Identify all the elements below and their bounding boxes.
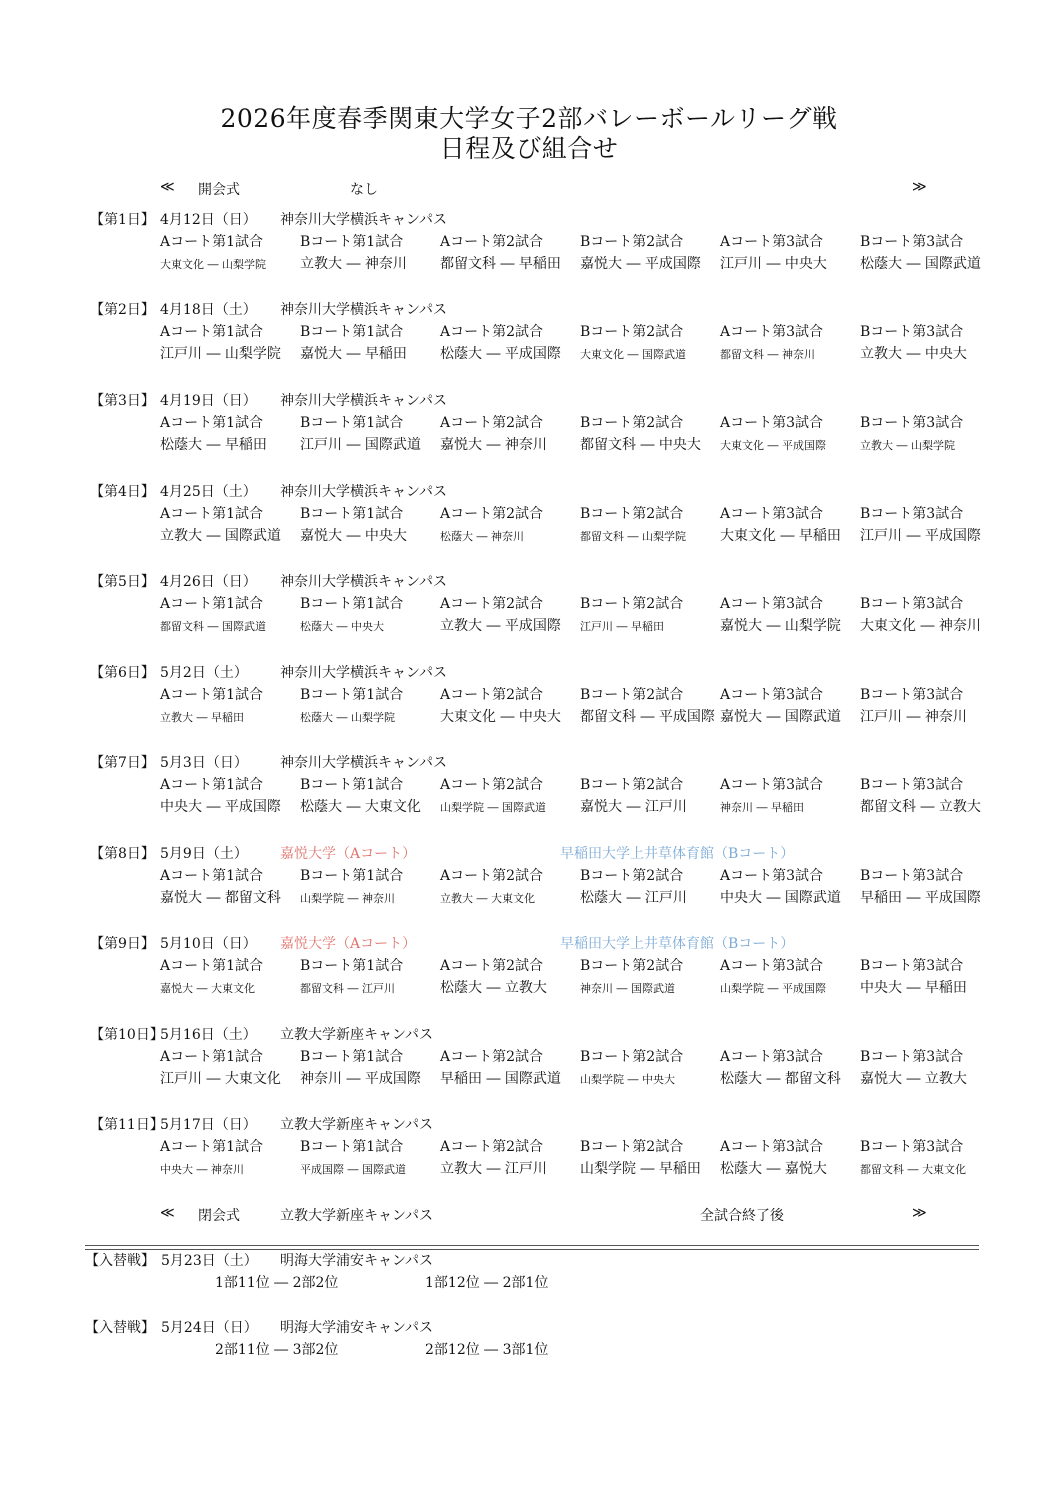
- match-pairing: 山梨学院 ― 早稲田: [580, 1161, 701, 1177]
- day-date: 4月26日（日）: [160, 574, 257, 590]
- match-pairing: 江戸川 ― 平成国際: [860, 528, 981, 544]
- day-venue-b: 早稲田大学上井草体育館（Bコート）: [560, 846, 795, 862]
- match-pairing: 都留文科 ― 江戸川: [300, 982, 395, 995]
- court-label: Bコート第1試合: [300, 777, 404, 793]
- day-venue: 立教大学新座キャンパス: [280, 1117, 434, 1133]
- day-date: 5月10日（日）: [160, 936, 257, 952]
- match-pairing: 松蔭大 ― 早稲田: [160, 437, 267, 453]
- replacement-label: 【入替戦】: [85, 1320, 155, 1336]
- closing-note: 全試合終了後: [700, 1208, 784, 1224]
- schedule-day: [90, 481, 990, 561]
- court-label: Aコート第2試合: [440, 777, 544, 793]
- match-pairing: 嘉悦大 ― 都留文科: [160, 890, 281, 906]
- day-venue: 神奈川大学横浜キャンパス: [280, 302, 448, 318]
- schedule-day: [90, 1024, 990, 1104]
- court-label: Bコート第2試合: [580, 687, 684, 703]
- court-label: Aコート第3試合: [720, 868, 824, 884]
- match-pairing: 平成国際 ― 国際武道: [300, 1163, 406, 1176]
- page-subtitle: 日程及び組合せ: [439, 134, 619, 163]
- match-pairing: 大東文化 ― 国際武道: [580, 348, 686, 361]
- match-pairing: 中央大 ― 神奈川: [160, 1163, 244, 1176]
- day-venue: 神奈川大学横浜キャンパス: [280, 665, 448, 681]
- day-label: 【第8日】: [90, 846, 155, 862]
- match-pairing: 嘉悦大 ― 国際武道: [720, 709, 841, 725]
- opening-ceremony: [160, 179, 930, 201]
- match-pairing: 立教大 ― 神奈川: [300, 256, 407, 272]
- day-venue: 神奈川大学横浜キャンパス: [280, 755, 448, 771]
- court-label: Aコート第3試合: [720, 324, 824, 340]
- day-label: 【第6日】: [90, 665, 155, 681]
- court-label: Bコート第1試合: [300, 596, 404, 612]
- match-pairing: 嘉悦大 ― 中央大: [300, 528, 407, 544]
- court-label: Bコート第3試合: [860, 687, 964, 703]
- match-pairing: 松蔭大 ― 神奈川: [440, 530, 524, 543]
- match-pairing: 都留文科 ― 立教大: [860, 799, 981, 815]
- match-pairing: 松蔭大 ― 山梨学院: [300, 711, 395, 724]
- match-pairing: 嘉悦大 ― 江戸川: [580, 799, 687, 815]
- match-pairing: 立教大 ― 早稲田: [160, 711, 244, 724]
- schedule-day: [90, 1114, 990, 1194]
- match-pairing: 大東文化 ― 早稲田: [720, 528, 841, 544]
- day-label: 【第11日】: [90, 1117, 164, 1133]
- match-pairing: 大東文化 ― 神奈川: [860, 618, 981, 634]
- closing-open-bracket: ≪: [160, 1205, 175, 1221]
- day-date: 5月9日（土）: [160, 846, 248, 862]
- day-label: 【第10日】: [90, 1027, 164, 1043]
- court-label: Aコート第1試合: [160, 1139, 264, 1155]
- match-pairing: 早稲田 ― 国際武道: [440, 1071, 561, 1087]
- court-label: Bコート第1試合: [300, 687, 404, 703]
- day-venue: 神奈川大学横浜キャンパス: [280, 484, 448, 500]
- court-label: Bコート第3試合: [860, 868, 964, 884]
- closing-ceremony: [160, 1205, 930, 1227]
- closing-close-bracket: ≫: [912, 1205, 927, 1221]
- schedule-day: [90, 752, 990, 832]
- day-venue-b: 早稲田大学上井草体育館（Bコート）: [560, 936, 795, 952]
- court-label: Bコート第2試合: [580, 324, 684, 340]
- match-pairing: 立教大 ― 中央大: [860, 346, 967, 362]
- court-label: Aコート第2試合: [440, 687, 544, 703]
- schedule-day: [90, 209, 990, 289]
- court-label: Aコート第2試合: [440, 415, 544, 431]
- replacement-game: 2部11位 ― 3部2位: [215, 1342, 339, 1358]
- schedule-day: [90, 843, 990, 923]
- court-label: Bコート第1試合: [300, 506, 404, 522]
- match-pairing: 江戸川 ― 国際武道: [300, 437, 421, 453]
- court-label: Aコート第3試合: [720, 958, 824, 974]
- court-label: Bコート第2試合: [580, 777, 684, 793]
- match-pairing: 山梨学院 ― 中央大: [580, 1073, 675, 1086]
- court-label: Bコート第1試合: [300, 1049, 404, 1065]
- court-label: Aコート第1試合: [160, 324, 264, 340]
- match-pairing: 江戸川 ― 早稲田: [580, 620, 664, 633]
- schedule-day: [90, 390, 990, 470]
- replacement-game: 2部12位 ― 3部1位: [425, 1342, 549, 1358]
- match-pairing: 神奈川 ― 平成国際: [300, 1071, 421, 1087]
- match-pairing: 中央大 ― 平成国際: [160, 799, 281, 815]
- court-label: Bコート第3試合: [860, 596, 964, 612]
- day-date: 4月19日（日）: [160, 393, 257, 409]
- court-label: Bコート第1試合: [300, 868, 404, 884]
- match-pairing: 立教大 ― 大東文化: [440, 892, 535, 905]
- day-date: 5月16日（土）: [160, 1027, 257, 1043]
- match-pairing: 松蔭大 ― 江戸川: [580, 890, 687, 906]
- match-pairing: 嘉悦大 ― 早稲田: [300, 346, 407, 362]
- court-label: Aコート第3試合: [720, 596, 824, 612]
- court-label: Aコート第3試合: [720, 777, 824, 793]
- match-pairing: 江戸川 ― 神奈川: [860, 709, 967, 725]
- day-label: 【第3日】: [90, 393, 155, 409]
- match-pairing: 都留文科 ― 中央大: [580, 437, 701, 453]
- replacement-venue: 明海大学浦安キャンパス: [280, 1320, 434, 1336]
- court-label: Aコート第3試合: [720, 415, 824, 431]
- court-label: Aコート第1試合: [160, 958, 264, 974]
- day-venue: 立教大学新座キャンパス: [280, 1027, 434, 1043]
- day-label: 【第5日】: [90, 574, 155, 590]
- court-label: Bコート第2試合: [580, 1139, 684, 1155]
- match-pairing: 中央大 ― 国際武道: [720, 890, 841, 906]
- court-label: Aコート第3試合: [720, 506, 824, 522]
- schedule-day: [90, 662, 990, 742]
- replacement-label: 【入替戦】: [85, 1253, 155, 1269]
- day-date: 4月18日（土）: [160, 302, 257, 318]
- court-label: Aコート第3試合: [720, 1049, 824, 1065]
- court-label: Bコート第1試合: [300, 958, 404, 974]
- court-label: Aコート第2試合: [440, 958, 544, 974]
- court-label: Bコート第2試合: [580, 596, 684, 612]
- closing-label: 閉会式: [198, 1208, 240, 1224]
- opening-label: 開会式: [198, 182, 240, 198]
- replacement-date: 5月24日（日）: [161, 1320, 258, 1336]
- schedule-day: [90, 933, 990, 1013]
- match-pairing: 松蔭大 ― 中央大: [300, 620, 384, 633]
- court-label: Bコート第2試合: [580, 868, 684, 884]
- match-pairing: 都留文科 ― 早稲田: [440, 256, 561, 272]
- match-pairing: 都留文科 ― 山梨学院: [580, 530, 686, 543]
- match-pairing: 江戸川 ― 大東文化: [160, 1071, 281, 1087]
- match-pairing: 大東文化 ― 平成国際: [720, 439, 826, 452]
- day-date: 4月12日（日）: [160, 212, 257, 228]
- court-label: Aコート第3試合: [720, 687, 824, 703]
- match-pairing: 嘉悦大 ― 山梨学院: [720, 618, 841, 634]
- court-label: Aコート第1試合: [160, 1049, 264, 1065]
- match-pairing: 山梨学院 ― 神奈川: [300, 892, 395, 905]
- court-label: Bコート第1試合: [300, 1139, 404, 1155]
- match-pairing: 中央大 ― 早稲田: [860, 980, 967, 996]
- court-label: Aコート第2試合: [440, 1049, 544, 1065]
- court-label: Aコート第2試合: [440, 1139, 544, 1155]
- court-label: Bコート第1試合: [300, 234, 404, 250]
- match-pairing: 嘉悦大 ― 大東文化: [160, 982, 255, 995]
- match-pairing: 大東文化 ― 中央大: [440, 709, 561, 725]
- match-pairing: 松蔭大 ― 立教大: [440, 980, 547, 996]
- day-venue: 神奈川大学横浜キャンパス: [280, 212, 448, 228]
- court-label: Bコート第2試合: [580, 1049, 684, 1065]
- court-label: Aコート第3試合: [720, 234, 824, 250]
- court-label: Bコート第1試合: [300, 324, 404, 340]
- match-pairing: 山梨学院 ― 国際武道: [440, 801, 546, 814]
- closing-venue: 立教大学新座キャンパス: [280, 1208, 434, 1224]
- match-pairing: 嘉悦大 ― 立教大: [860, 1071, 967, 1087]
- day-label: 【第7日】: [90, 755, 155, 771]
- opening-venue: なし: [350, 182, 378, 198]
- court-label: Bコート第2試合: [580, 506, 684, 522]
- match-pairing: 江戸川 ― 山梨学院: [160, 346, 281, 362]
- replacement-date: 5月23日（土）: [161, 1253, 258, 1269]
- match-pairing: 江戸川 ― 中央大: [720, 256, 827, 272]
- court-label: Bコート第1試合: [300, 415, 404, 431]
- match-pairing: 都留文科 ― 神奈川: [720, 348, 815, 361]
- day-label: 【第9日】: [90, 936, 155, 952]
- replacement-game: 1部11位 ― 2部2位: [215, 1275, 339, 1291]
- match-pairing: 立教大 ― 平成国際: [440, 618, 561, 634]
- court-label: Bコート第3試合: [860, 506, 964, 522]
- match-pairing: 都留文科 ― 国際武道: [160, 620, 266, 633]
- court-label: Bコート第3試合: [860, 324, 964, 340]
- match-pairing: 嘉悦大 ― 平成国際: [580, 256, 701, 272]
- court-label: Bコート第2試合: [580, 958, 684, 974]
- day-label: 【第4日】: [90, 484, 155, 500]
- day-venue: 嘉悦大学（Aコート）: [280, 846, 417, 862]
- day-venue: 神奈川大学横浜キャンパス: [280, 393, 448, 409]
- match-pairing: 松蔭大 ― 平成国際: [440, 346, 561, 362]
- court-label: Aコート第2試合: [440, 234, 544, 250]
- court-label: Aコート第1試合: [160, 868, 264, 884]
- match-pairing: 松蔭大 ― 嘉悦大: [720, 1161, 827, 1177]
- court-label: Aコート第2試合: [440, 868, 544, 884]
- match-pairing: 都留文科 ― 平成国際: [580, 709, 715, 725]
- court-label: Bコート第2試合: [580, 415, 684, 431]
- day-date: 5月3日（日）: [160, 755, 248, 771]
- page-title: 2026年度春季関東大学女子2部バレーボールリーグ戦: [220, 104, 838, 133]
- match-pairing: 松蔭大 ― 大東文化: [300, 799, 421, 815]
- replacement-match-1: [85, 1250, 985, 1300]
- court-label: Bコート第2試合: [580, 234, 684, 250]
- court-label: Bコート第3試合: [860, 415, 964, 431]
- replacement-game: 1部12位 ― 2部1位: [425, 1275, 549, 1291]
- replacement-match-2: [85, 1317, 985, 1367]
- court-label: Aコート第1試合: [160, 506, 264, 522]
- opening-close-bracket: ≫: [912, 179, 927, 195]
- match-pairing: 早稲田 ― 平成国際: [860, 890, 981, 906]
- court-label: Aコート第2試合: [440, 506, 544, 522]
- court-label: Aコート第2試合: [440, 596, 544, 612]
- court-label: Aコート第2試合: [440, 324, 544, 340]
- day-venue: 嘉悦大学（Aコート）: [280, 936, 417, 952]
- court-label: Bコート第3試合: [860, 1049, 964, 1065]
- court-label: Aコート第1試合: [160, 415, 264, 431]
- match-pairing: 松蔭大 ― 都留文科: [720, 1071, 841, 1087]
- match-pairing: 神奈川 ― 国際武道: [580, 982, 675, 995]
- schedule-day: [90, 299, 990, 379]
- day-date: 5月17日（日）: [160, 1117, 257, 1133]
- match-pairing: 嘉悦大 ― 神奈川: [440, 437, 547, 453]
- court-label: Aコート第3試合: [720, 1139, 824, 1155]
- match-pairing: 神奈川 ― 早稲田: [720, 801, 804, 814]
- opening-open-bracket: ≪: [160, 179, 175, 195]
- day-date: 5月2日（土）: [160, 665, 248, 681]
- match-pairing: 立教大 ― 山梨学院: [860, 439, 955, 452]
- match-pairing: 立教大 ― 江戸川: [440, 1161, 547, 1177]
- match-pairing: 松蔭大 ― 国際武道: [860, 256, 981, 272]
- day-date: 4月25日（土）: [160, 484, 257, 500]
- court-label: Bコート第3試合: [860, 777, 964, 793]
- court-label: Bコート第3試合: [860, 1139, 964, 1155]
- court-label: Aコート第1試合: [160, 777, 264, 793]
- day-venue: 神奈川大学横浜キャンパス: [280, 574, 448, 590]
- court-label: Aコート第1試合: [160, 234, 264, 250]
- match-pairing: 都留文科 ― 大東文化: [860, 1163, 966, 1176]
- court-label: Bコート第3試合: [860, 234, 964, 250]
- schedule-day: [90, 571, 990, 651]
- replacement-venue: 明海大学浦安キャンパス: [280, 1253, 434, 1269]
- court-label: Aコート第1試合: [160, 687, 264, 703]
- match-pairing: 山梨学院 ― 平成国際: [720, 982, 826, 995]
- court-label: Bコート第3試合: [860, 958, 964, 974]
- day-label: 【第1日】: [90, 212, 155, 228]
- day-label: 【第2日】: [90, 302, 155, 318]
- match-pairing: 立教大 ― 国際武道: [160, 528, 281, 544]
- court-label: Aコート第1試合: [160, 596, 264, 612]
- match-pairing: 大東文化 ― 山梨学院: [160, 258, 266, 271]
